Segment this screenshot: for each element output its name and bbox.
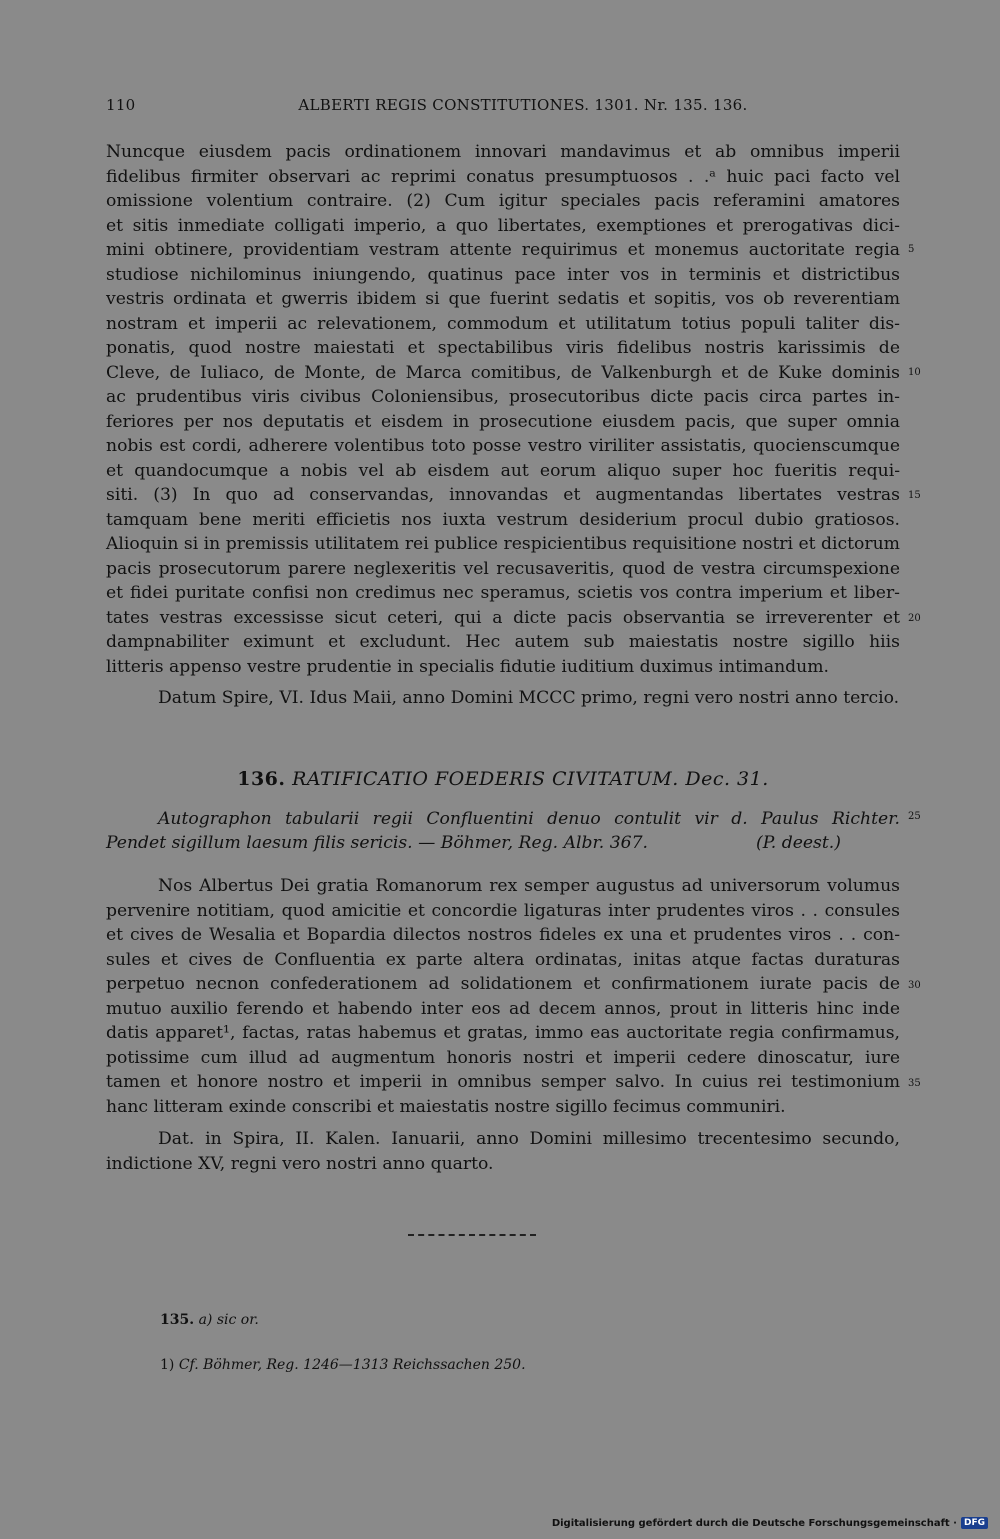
footnote-text: Cf. Böhmer, Reg. 1246—1313 Reichssachen 250. [178, 1357, 526, 1373]
footnote-135 [160, 1312, 259, 1328]
page-header [106, 96, 900, 120]
text-line: datis apparet¹, factas, ratas habemus et gratas, immo eas auctoritate regia confirmamus, [106, 1023, 900, 1043]
footnote-number: 135. [160, 1312, 195, 1328]
text-line: ponatis, quod nostre maiestati et spectabilibus viris fidelibus nostris karissimis de [106, 338, 900, 358]
text-line: ac prudentibus viris civibus Coloniensibus, prosecutoribus dicte pacis circa partes in- [106, 387, 900, 407]
text-line: feriores per nos deputatis et eisdem in prosecutione eiusdem pacis, que super omnia [106, 411, 900, 432]
credit-text: Digitalisierung gefördert durch die Deutsche Forschungsgemeinschaft · [551, 1517, 957, 1529]
text-line: tates vestras excessisse sicut ceteri, qui a dicte pacis observantia se irreverenter et [106, 607, 900, 628]
line-number: 15 [908, 490, 921, 501]
text-line: omissione volentium contraire. (2) Cum igitur speciales pacis referamini amatores [106, 191, 900, 211]
text-line: studiose nichilominus iniungendo, quatinus pace inter vos in terminis et districtibus [106, 264, 900, 285]
text-line: mini obtinere, providentiam vestram attente requirimus et monemus auctoritate regia [106, 240, 900, 260]
text-line: perpetuo necnon confederationem ad solidationem et confirmationem iurate pacis de [106, 974, 900, 994]
text-line: et cives de Wesalia et Bopardia dilectos nostros fideles ex una et prudentes viros . . con- [106, 925, 900, 945]
document-date: Dec. 31. [685, 768, 769, 790]
footnote-text: a) sic or. [198, 1312, 259, 1328]
digitization-credit [552, 1515, 988, 1531]
text-line: Nuncque eiusdem pacis ordinationem innovari mandavimus et ab omnibus imperii [106, 142, 900, 162]
line-number: 25 [908, 811, 921, 822]
text-line: pervenire notitiam, quod amicitie et concordie ligaturas inter prudentes viros . . consules [106, 900, 900, 921]
text-line: tamen et honore nostro et imperii in omnibus semper salvo. In cuius rei testimonium [106, 1072, 900, 1092]
page-number: 110 [106, 96, 136, 114]
text-line: pacis prosecutorum parere neglexeritis vel recusaveritis, quod de vestra circumspexione [106, 558, 900, 579]
source-line: Autographon tabularii regii Confluentini denuo contulit vir d. Paulus Richter. [158, 809, 900, 829]
line-number: 10 [908, 367, 921, 378]
text-line: fidelibus firmiter observari ac reprimi conatus presumptuosos . .ᵃ huic paci facto vel [106, 166, 900, 187]
text-line: Alioquin si in premissis utilitatem rei publice respicientibus requisitione nostri et dictorum [106, 534, 900, 554]
text-line: sules et cives de Confluentia ex parte altera ordinatas, initas atque factas duraturas [106, 949, 900, 970]
dating-line: Dat. in Spira, II. Kalen. Ianuarii, anno Domini millesimo trecentesimo secundo, [158, 1129, 900, 1149]
text-line: hanc litteram exinde conscribi et maiestatis nostre sigillo fecimus communiri. [106, 1096, 786, 1117]
document-number: 136. [237, 768, 286, 790]
document-136-heading [106, 768, 900, 790]
source-line: (P. deest.) [756, 833, 841, 853]
source-line: Pendet sigillum laesum filis sericis. — Böhmer, Reg. Albr. 367. [106, 833, 648, 853]
text-line: nostram et imperii ac relevationem, commodum et utilitatum totius populi taliter dis- [106, 313, 900, 334]
footnote-number: 1) [160, 1357, 175, 1373]
line-number: 20 [908, 613, 921, 624]
footnote-1 [160, 1357, 526, 1373]
text-line: siti. (3) In quo ad conservandas, innovandas et augmentandas libertates vestras [106, 485, 900, 505]
text-line: et sitis inmediate colligati imperio, a quo libertates, exemptiones et prerogativas dici- [106, 215, 900, 236]
line-number: 35 [908, 1078, 921, 1089]
text-line: et quandocumque a nobis vel ab eisdem aut eorum aliquo super hoc fueritis requi- [106, 460, 900, 481]
dfg-logo: DFG [961, 1517, 988, 1529]
dating-line: indictione XV, regni vero nostri anno quarto. [106, 1154, 494, 1174]
text-line: dampnabiliter eximunt et excludunt. Hec autem sub maiestatis nostre sigillo hiis [106, 632, 900, 652]
line-number: 5 [908, 244, 915, 255]
line-number: 30 [908, 980, 921, 991]
text-line: nobis est cordi, adherere volentibus toto posse vestro viriliter assistatis, quocienscumque [106, 436, 900, 456]
section-separator [408, 1234, 536, 1236]
dating-line: Datum Spire, VI. Idus Maii, anno Domini MCCC primo, regni vero nostri anno tercio. [158, 688, 900, 708]
document-title: RATIFICATIO FOEDERIS CIVITATUM. [292, 768, 679, 790]
text-line: tamquam bene meriti efficietis nos iuxta vestrum desiderium procul dubio gratiosos. [106, 509, 900, 530]
text-line: Cleve, de Iuliaco, de Monte, de Marca comitibus, de Valkenburgh et de Kuke dominis [106, 362, 900, 383]
text-line: mutuo auxilio ferendo et habendo inter eos ad decem annos, prout in litteris hinc inde [106, 998, 900, 1019]
text-line: et fidei puritate confisi non credimus nec speramus, scietis vos contra imperium et liber- [106, 583, 900, 603]
text-line: Nos Albertus Dei gratia Romanorum rex semper augustus ad universorum volumus [158, 876, 900, 896]
text-line: vestris ordinata et gwerris ibidem si que fuerint sedatis et sopitis, vos ob reverentiam [106, 289, 900, 309]
text-line: potissime cum illud ad augmentum honoris nostri et imperii cedere dinoscatur, iure [106, 1047, 900, 1068]
text-line: litteris appenso vestre prudentie in specialis fidutie iuditium duximus intimandum. [106, 656, 830, 677]
running-title: ALBERTI REGIS CONSTITUTIONES. 1301. Nr. 135. 136. [298, 96, 748, 114]
